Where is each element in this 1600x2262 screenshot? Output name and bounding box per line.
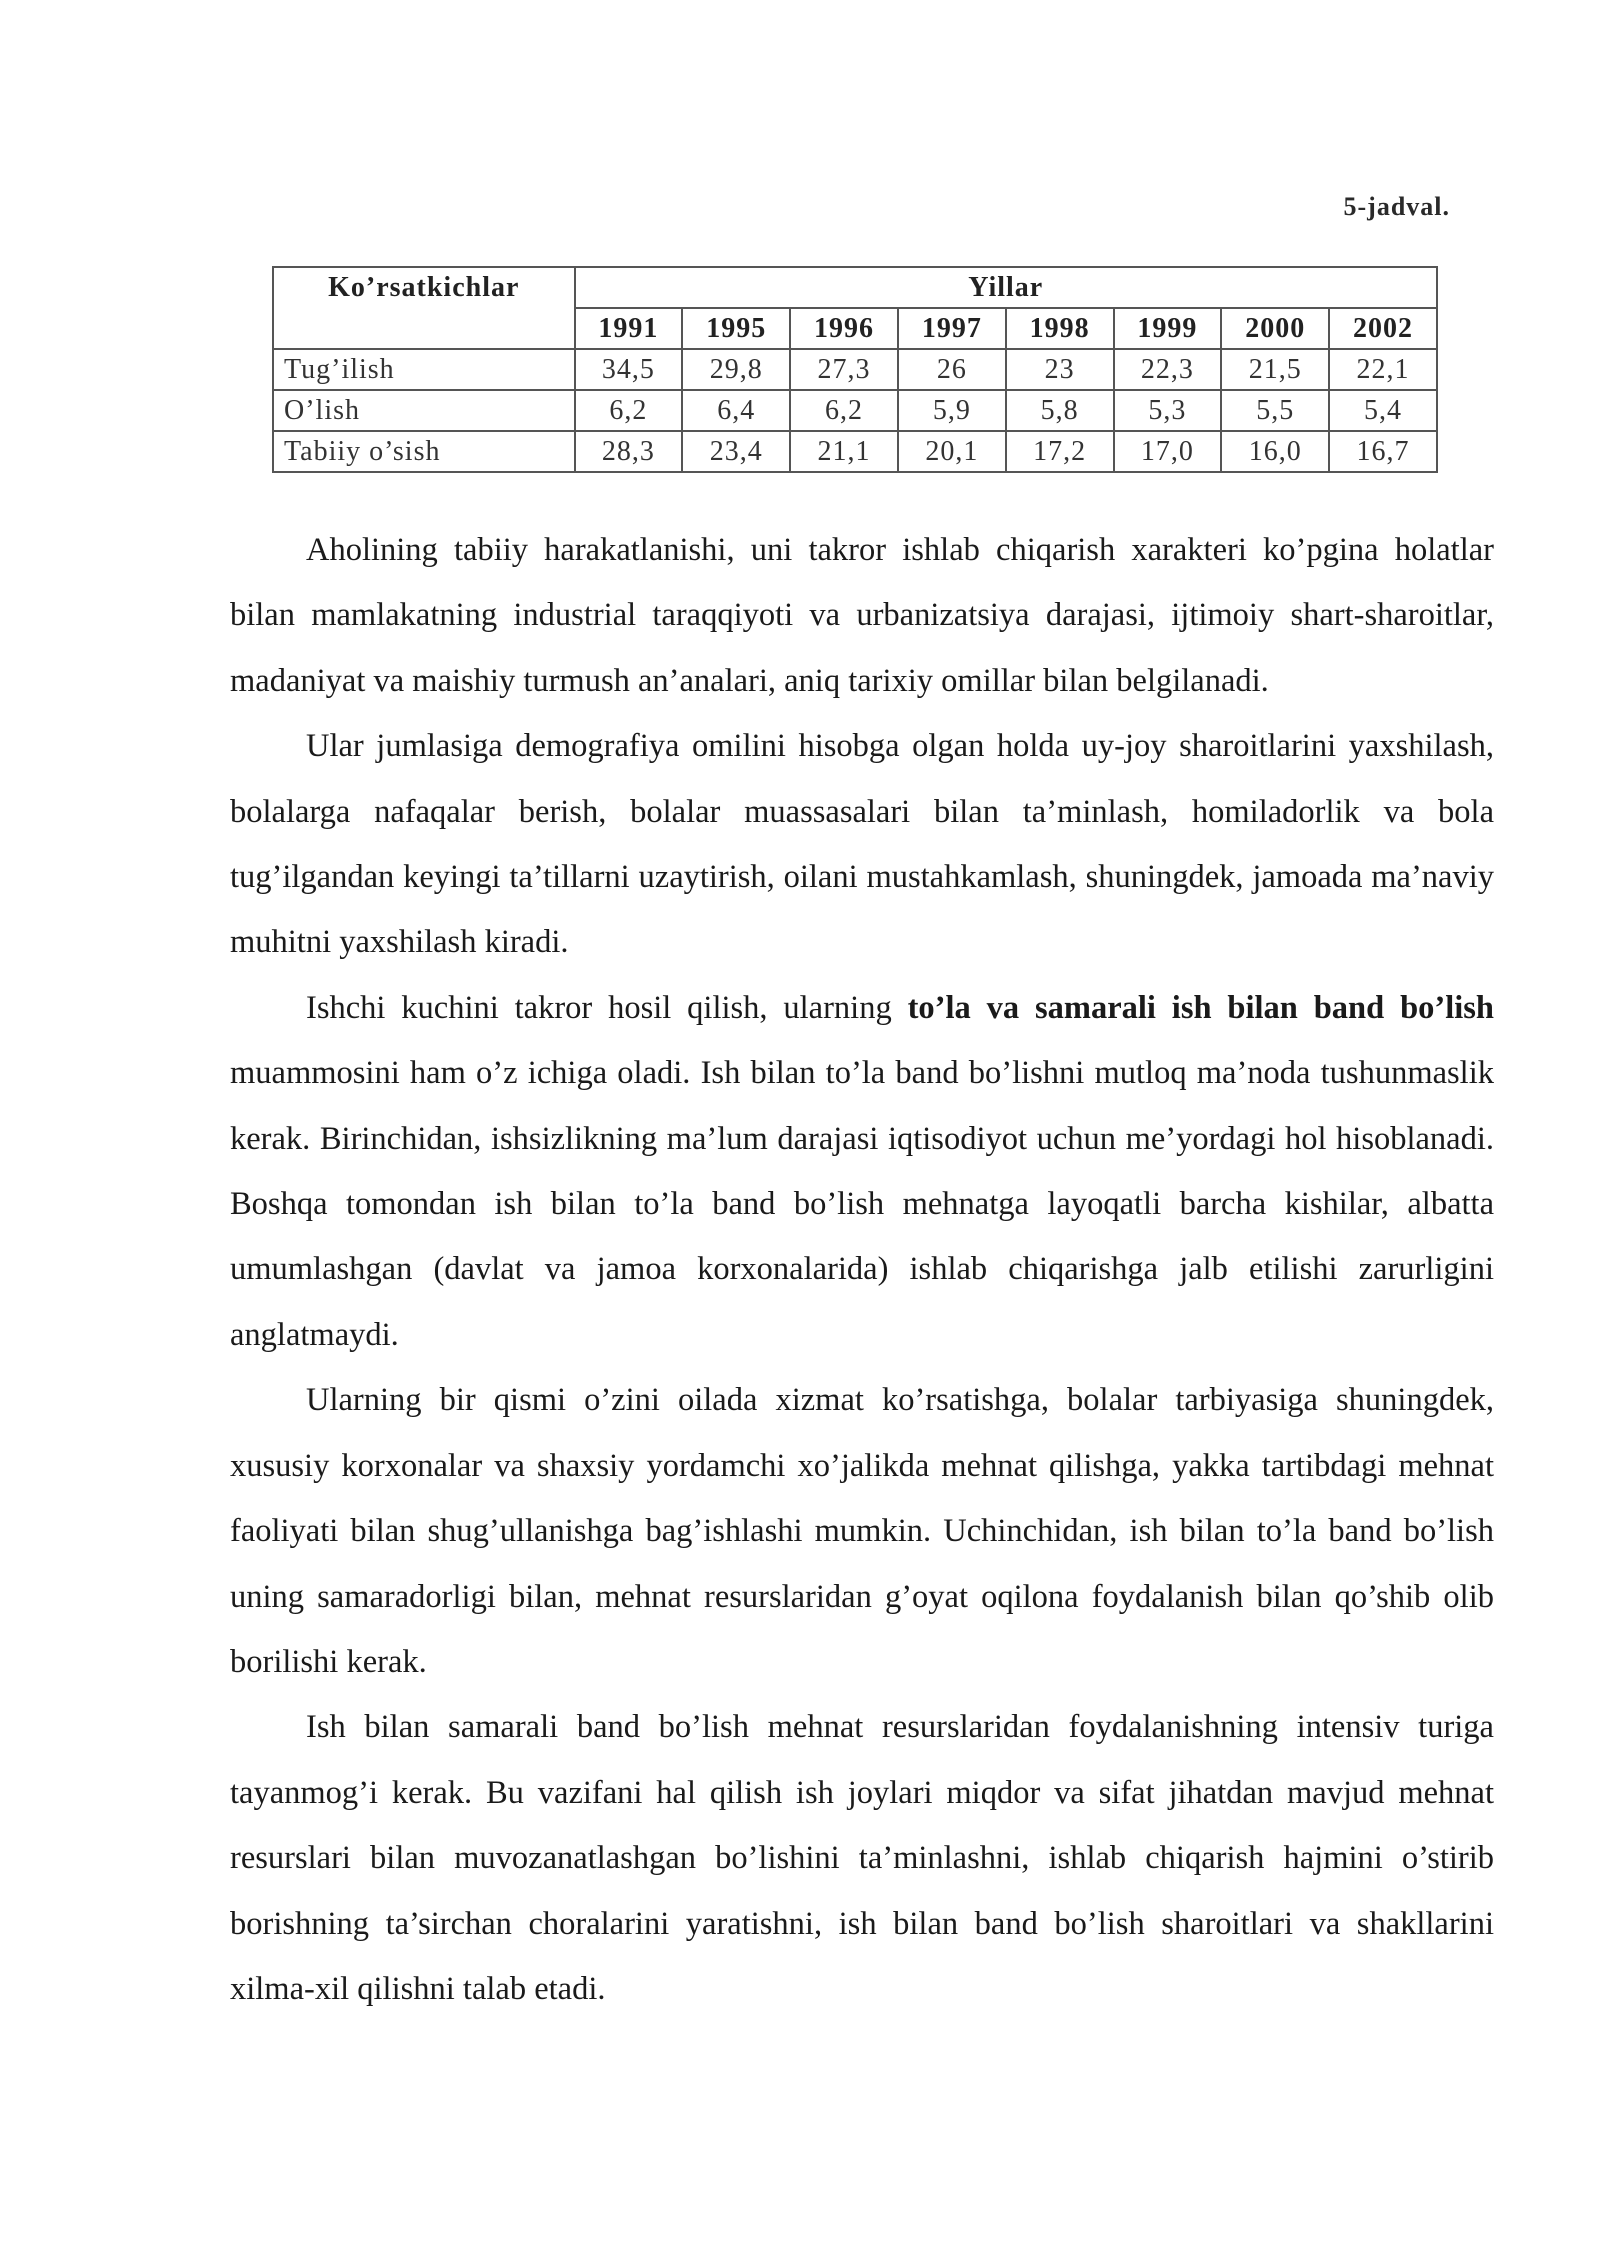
year-cell: 1998 <box>1006 308 1114 349</box>
paragraph: Ish bilan samarali band bo’lish mehnat resurslaridan foydalanishning intensiv turiga tayanmog’i kerak. Bu vazifani hal qilish ish joylari miqdor va sifat jihatdan mavjud mehnat resurslari bilan muvozanatlashgan bo’lishini ta’minlashni, ishlab chiqarish hajmini o’stirib borishning ta’sirchan choralarini yaratishni, ish bilan band bo’lish sharoitlari va shakllarini xilma-xil qilishni talab etadi. <box>230 1709 1494 2007</box>
table-cell: 5,3 <box>1114 390 1222 431</box>
year-cell: 1999 <box>1114 308 1222 349</box>
paragraph <box>230 976 1494 1368</box>
body-text <box>230 518 1494 2022</box>
demographic-table <box>272 266 1438 473</box>
header-years: Yillar <box>575 267 1437 308</box>
table-cell: 20,1 <box>898 431 1006 472</box>
year-cell: 2002 <box>1329 308 1437 349</box>
table-cell: 5,4 <box>1329 390 1437 431</box>
table-header-row <box>273 267 1437 308</box>
year-cell: 1996 <box>790 308 898 349</box>
row-label: Tabiiy o’sish <box>273 431 575 472</box>
bold-phrase: to’la va samarali ish bilan band bo’lish <box>907 989 1495 1026</box>
table-cell: 6,2 <box>575 390 683 431</box>
table-cell: 17,0 <box>1114 431 1222 472</box>
table-cell: 22,3 <box>1114 349 1222 390</box>
year-cell: 1991 <box>575 308 683 349</box>
table-cell: 21,5 <box>1221 349 1329 390</box>
year-cell: 1997 <box>898 308 1006 349</box>
table-row <box>273 431 1437 472</box>
year-cell: 1995 <box>682 308 790 349</box>
table-cell: 5,9 <box>898 390 1006 431</box>
table-cell: 23 <box>1006 349 1114 390</box>
paragraph: Aholining tabiiy harakatlanishi, uni takror ishlab chiqarish xarakteri ko’pgina holatlar bilan mamlakatning industrial taraqqiyoti va urbanizatsiya darajasi, ijtimoiy shart-sharoitlar, madaniyat va maishiy turmush an’analari, aniq tarixiy omillar bilan belgilanadi. <box>230 532 1494 699</box>
table-row <box>273 349 1437 390</box>
header-indicators: Ko’rsatkichlar <box>273 267 575 349</box>
table-caption: 5-jadval. <box>1343 192 1450 221</box>
table-cell: 23,4 <box>682 431 790 472</box>
table-cell: 28,3 <box>575 431 683 472</box>
table-cell: 17,2 <box>1006 431 1114 472</box>
paragraph: Ularning bir qismi o’zini oilada xizmat ko’rsatishga, bolalar tarbiyasiga shuningdek, xususiy korxonalar va shaxsiy yordamchi xo’jalikda mehnat qilishga, yakka tartibdagi mehnat faoliyati bilan shug’ullanishga bag’ishlashi mumkin. Uchinchidan, ish bilan to’la band bo’lish uning samaradorligi bilan, mehnat resurslaridan g’oyat oqilona foydalanish bilan qo’shib olib borilishi kerak. <box>230 1382 1494 1680</box>
table-cell: 34,5 <box>575 349 683 390</box>
paragraph-text: muammosini ham o’z ichiga oladi. Ish bilan to’la band bo’lishni mutloq ma’noda tushunmaslik kerak. Birinchidan, ishsizlikning ma’lum darajasi iqtisodiyot uchun me’yordagi hol hisoblanadi. Boshqa tomondan ish bilan to’la band bo’lish mehnatga layoqatli barcha kishilar, albatta umumlashgan (davlat va jamoa korxonalarida) ishlab chiqarishga jalb etilishi zarurligini anglatmaydi. <box>230 1055 1494 1353</box>
paragraph: Ular jumlasiga demografiya omilini hisobga olgan holda uy-joy sharoitlarini yaxshilash, bolalarga nafaqalar berish, bolalar muassasalari bilan ta’minlash, homiladorlik va bola tug’ilgandan keyingi ta’tillarni uzaytirish, oilani mustahkamlash, shuningdek, jamoada ma’naviy muhitni yaxshilash kiradi. <box>230 728 1494 961</box>
table-cell: 22,1 <box>1329 349 1437 390</box>
table-cell: 6,4 <box>682 390 790 431</box>
table-cell: 16,0 <box>1221 431 1329 472</box>
row-label: Tug’ilish <box>273 349 575 390</box>
table-cell: 5,5 <box>1221 390 1329 431</box>
year-cell: 2000 <box>1221 308 1329 349</box>
table-cell: 27,3 <box>790 349 898 390</box>
table-cell: 29,8 <box>682 349 790 390</box>
table-cell: 26 <box>898 349 1006 390</box>
table-row <box>273 390 1437 431</box>
table-cell: 6,2 <box>790 390 898 431</box>
table-cell: 16,7 <box>1329 431 1437 472</box>
paragraph-text: Ishchi kuchini takror hosil qilish, ularning <box>306 989 908 1026</box>
table-cell: 5,8 <box>1006 390 1114 431</box>
row-label: O’lish <box>273 390 575 431</box>
table-cell: 21,1 <box>790 431 898 472</box>
